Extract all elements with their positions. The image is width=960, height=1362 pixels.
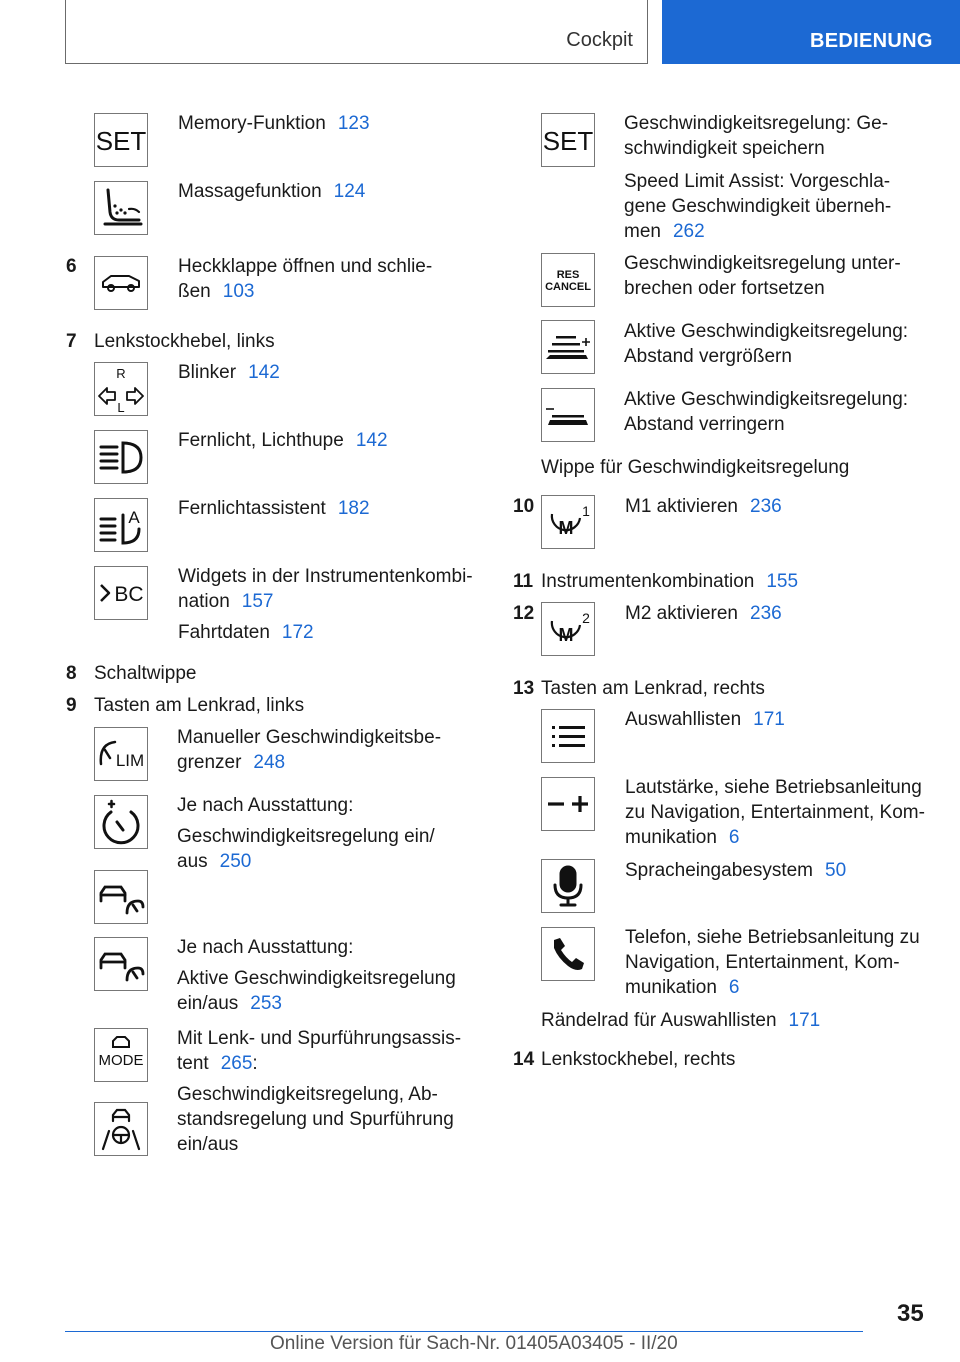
speed-limiter-icon <box>94 727 148 781</box>
page-link[interactable]: 248 <box>253 752 286 773</box>
page-link[interactable]: 50 <box>825 860 847 881</box>
lane-assist-entry: Mit Lenk- und Spurführungsassis- tent 265: <box>177 1028 462 1074</box>
page-link[interactable]: 253 <box>250 993 282 1014</box>
header-section-title: Cockpit <box>566 29 633 51</box>
memory-entry: Memory-Funktion 123 <box>178 113 370 134</box>
set-icon <box>94 113 148 167</box>
item-number-9: 9 <box>66 695 77 716</box>
volume-entry: Lautstärke, siehe Betriebsanleitung zu Navigation, Entertainment, Kom- munikation 6 <box>625 777 925 848</box>
microphone-icon <box>541 859 595 913</box>
set-icon-text: SET <box>95 126 147 156</box>
high-beam-entry: Fernlicht, Lichthupe 142 <box>178 430 388 451</box>
m2-entry: M2 aktivieren 236 <box>625 603 782 624</box>
lim-icon-text: LIM <box>115 751 145 770</box>
set-icon-text: SET <box>542 126 594 156</box>
driving-assistant-icon <box>94 1102 148 1156</box>
m1-icon-letter: M <box>558 518 574 538</box>
high-beam-assist-entry: Fernlichtassistent 182 <box>178 498 370 519</box>
tailgate-entry: Heckklappe öffnen und schlie- ßen 103 <box>178 256 433 302</box>
active-cruise-icon <box>94 937 148 991</box>
blinker-icon-r: R <box>116 366 126 381</box>
tailgate-car-icon <box>94 256 148 310</box>
page-link[interactable]: 6 <box>728 827 740 848</box>
high-beam-icon <box>94 430 148 484</box>
set-speed-entry: Geschwindigkeitsregelung: Ge- schwindigkeit speichern Speed Limit Assist: Vorgeschla- gene Geschwindigkeit überneh- men 262 <box>624 113 892 242</box>
paddle-heading: Schaltwippe <box>94 663 197 684</box>
mode-icon-text: MODE <box>98 1052 144 1069</box>
page-link[interactable]: 142 <box>248 362 280 383</box>
res-cancel-icon <box>541 253 595 307</box>
blinker-icon-l: L <box>117 400 125 415</box>
page-link[interactable]: 157 <box>241 591 274 612</box>
mode-icon <box>94 1028 148 1082</box>
massage-entry: Massagefunktion 124 <box>178 181 366 202</box>
item-number-6: 6 <box>66 256 77 277</box>
list-icon <box>541 709 595 763</box>
m2-icon <box>541 602 595 656</box>
blinker-entry: Blinker 142 <box>178 362 280 383</box>
page-link[interactable]: 236 <box>750 496 782 517</box>
wheel-right-heading: Tasten am Lenkrad, rechts <box>541 678 765 699</box>
page-link[interactable]: 155 <box>766 571 799 592</box>
m1-entry: M1 aktivieren 236 <box>625 496 782 517</box>
cruise-control-icon <box>94 795 148 849</box>
page-link[interactable]: 171 <box>753 709 785 730</box>
res-icon-text: RES <box>556 269 580 281</box>
voice-entry: Spracheingabesystem 50 <box>625 860 847 881</box>
page-link[interactable]: 103 <box>222 281 255 302</box>
m1-icon-sup: 1 <box>582 503 590 519</box>
page-number: 35 <box>897 1300 924 1327</box>
page-link[interactable]: 6 <box>728 977 740 998</box>
page-link[interactable]: 142 <box>355 430 388 451</box>
page-link[interactable]: 250 <box>219 851 252 872</box>
item-number-12: 12 <box>513 603 535 624</box>
item-number-8: 8 <box>66 663 77 684</box>
volume-plus-minus-icon <box>541 777 595 831</box>
header-box <box>65 0 648 64</box>
wheel-left-heading: Tasten am Lenkrad, links <box>94 695 305 716</box>
stalk-left-heading: Lenkstockhebel, links <box>94 331 275 352</box>
page-link[interactable]: 236 <box>750 603 782 624</box>
driving-assistant-entry: Geschwindigkeitsregelung, Ab- standsregelung und Spurführung ein/aus <box>177 1084 454 1155</box>
distance-decrease-icon <box>541 388 595 442</box>
distance-increase-icon <box>541 320 595 374</box>
header-tab-bedienung[interactable]: BEDIENUNG <box>662 0 960 64</box>
cancel-icon-text: CANCEL <box>545 281 591 293</box>
page-link[interactable]: 124 <box>333 181 366 202</box>
item-number-11: 11 <box>513 571 534 592</box>
page-link[interactable]: 123 <box>337 113 370 134</box>
stalk-right-heading: Lenkstockhebel, rechts <box>541 1049 736 1070</box>
page-link[interactable]: 265 <box>220 1053 253 1074</box>
item-number-7: 7 <box>66 331 77 352</box>
footer-online-version: Online Version für Sach-Nr. 01405A03405 - II/20 <box>270 1333 678 1354</box>
instrument-cluster-entry: Instrumentenkombination 155 <box>541 571 799 592</box>
speed-limiter-entry: Manueller Geschwindigkeitsbe- grenzer 248 <box>177 727 442 773</box>
phone-entry: Telefon, siehe Betriebsanleitung zu Navigation, Entertainment, Kom- munikation 6 <box>625 927 920 998</box>
cruise-control-entry: Je nach Ausstattung: Geschwindigkeitsregelung ein/ aus 250 <box>177 795 435 872</box>
thumbwheel-entry: Rändelrad für Auswahllisten 171 <box>541 1010 821 1031</box>
m2-icon-sup: 2 <box>582 610 590 626</box>
item-number-14: 14 <box>513 1049 535 1070</box>
page-link[interactable]: 182 <box>337 498 370 519</box>
item-number-10: 10 <box>513 496 535 517</box>
page-link[interactable]: 262 <box>672 221 705 242</box>
high-beam-assist-icon <box>94 498 148 552</box>
footer-divider <box>65 1331 863 1332</box>
item-number-13: 13 <box>513 678 535 699</box>
cruise-rocker-heading: Wippe für Geschwindigkeitsregelung <box>541 457 850 478</box>
m1-icon <box>541 495 595 549</box>
phone-icon <box>541 927 595 981</box>
distance-increase-entry: Aktive Geschwindigkeitsregelung: Abstand vergrößern <box>624 321 909 367</box>
turn-signal-icon <box>94 362 148 416</box>
bc-icon-text: BC <box>114 583 144 606</box>
fernassist-icon-a: A <box>128 508 140 527</box>
car-gauge-icon <box>94 870 148 924</box>
bc-icon <box>94 566 148 620</box>
active-cruise-entry: Je nach Ausstattung: Aktive Geschwindigkeitsregelung ein/aus 253 <box>177 937 456 1014</box>
m2-icon-letter: M <box>558 625 574 645</box>
distance-decrease-entry: Aktive Geschwindigkeitsregelung: Abstand verringern <box>624 389 909 435</box>
page-link[interactable]: 171 <box>788 1010 821 1031</box>
set-icon <box>541 113 595 167</box>
page-link[interactable]: 172 <box>281 622 314 643</box>
selection-lists-entry: Auswahllisten 171 <box>625 709 785 730</box>
massage-seat-icon <box>94 181 148 235</box>
res-cancel-entry: Geschwindigkeitsregelung unter- brechen oder fortsetzen <box>624 253 901 299</box>
widgets-entry: Widgets in der Instrumentenkombi- nation 157 Fahrtdaten 172 <box>178 566 473 643</box>
